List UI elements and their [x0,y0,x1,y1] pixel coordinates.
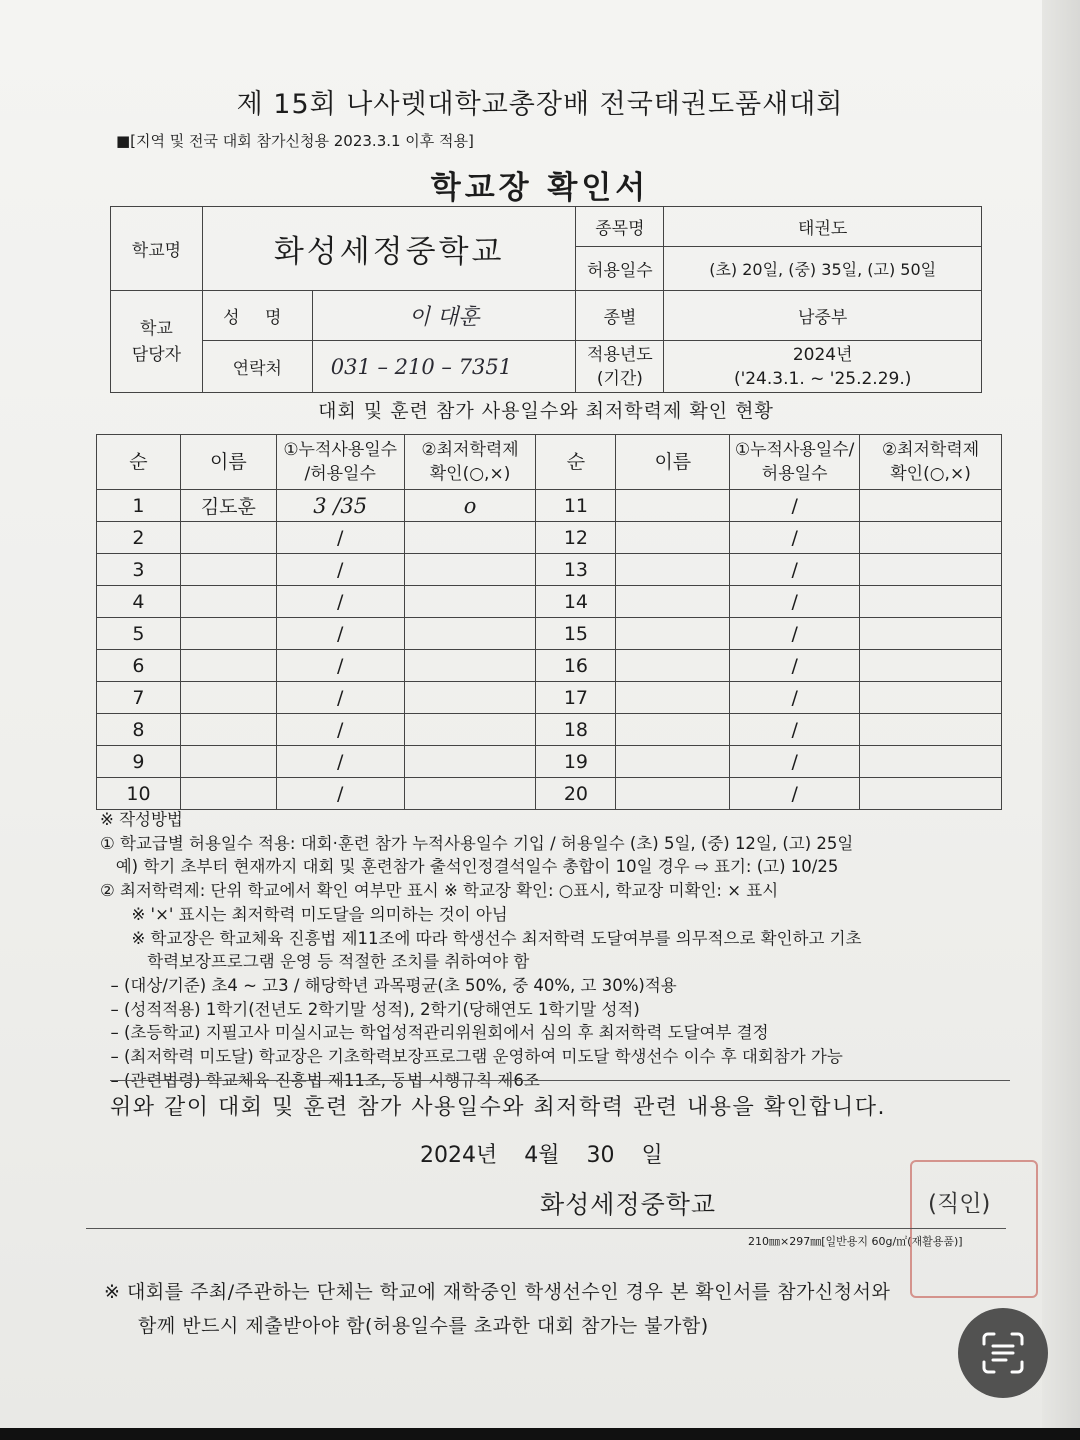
writing-instructions [100,808,1020,1092]
row-check-cell [860,682,1002,714]
year-cell [664,341,982,393]
row-order-cell: 17 [536,682,616,714]
row-order-cell: 9 [97,746,181,778]
row-order-cell: 6 [97,650,181,682]
row-check-cell [404,778,536,810]
col-header-name-2: 이름 [616,435,730,490]
row-name-cell [616,586,730,618]
contact-value: 031 – 210 – 7351 [312,341,576,393]
competition-title: 제 15회 나사렛대학교총장배 전국태권도품새대회 [236,89,844,120]
row-order-cell: 11 [536,490,616,522]
row-order-cell: 20 [536,778,616,810]
row-days-cell: / [730,650,860,682]
row-name-cell [180,522,276,554]
note-line: – (대상/기준) 초4 ~ 고3 / 해당학년 과목평균(초 50%, 중 40%, 고 30%)적용 [100,975,677,995]
row-name-cell [616,554,730,586]
row-order-cell: 4 [97,586,181,618]
screen-bottom-bar [0,1428,1080,1440]
table-row [97,778,1002,810]
year-label: 적용년도 (기간) [576,341,664,393]
note-line: – (성적적용) 1학기(전년도 2학기말 성적), 2학기(당해연도 1학기말 성적) [100,999,640,1019]
row-order-cell: 2 [97,522,181,554]
row-order-cell: 3 [97,554,181,586]
col-header-order-1: 순 [97,435,181,490]
row-days-cell: / [276,522,404,554]
row-check-cell [404,522,536,554]
allowed-days-value: (초) 20일, (중) 35일, (고) 50일 [664,247,982,291]
row-check-cell [404,554,536,586]
row-name-cell [180,650,276,682]
row-name-cell [180,714,276,746]
section-title: 대회 및 훈련 참가 사용일수와 최저학력제 확인 현황 [318,400,774,422]
school-name-value: 화성세정중학교 [202,207,576,291]
row-days-cell: / [730,746,860,778]
note-line: 예) 학기 초부터 현재까지 대회 및 훈련참가 출석인정결석일수 총합이 10일 경우 ⇨ 표기: (고) 10/25 [100,857,839,877]
submission-footnote [104,1275,890,1343]
row-days-cell: / [730,522,860,554]
issue-date: 2024년 4월 30 일 [420,1143,663,1168]
row-order-cell: 14 [536,586,616,618]
row-name-cell: 김도훈 [180,490,276,522]
row-check-cell [860,746,1002,778]
row-check-cell [404,618,536,650]
row-name-cell [180,586,276,618]
row-check-cell [860,554,1002,586]
row-days-cell: / [276,714,404,746]
col-header-days-1: ①누적사용일수 /허용일수 [276,435,404,490]
row-days-cell: / [276,586,404,618]
table-row [97,554,1002,586]
row-order-cell: 5 [97,618,181,650]
row-check-cell [404,682,536,714]
row-days-cell: / [730,586,860,618]
row-order-cell: 15 [536,618,616,650]
row-check-cell [404,714,536,746]
official-seal-stamp [910,1160,1038,1298]
row-check-cell [404,746,536,778]
row-order-cell: 10 [97,778,181,810]
seal-label: (직인) [928,1191,991,1217]
col-header-check-2: ②최저학력제 확인(○,×) [860,435,1002,490]
contact-label: 연락처 [202,341,312,393]
footnote-line-2: 함께 반드시 제출받아야 함(허용일수를 초과한 대회 참가는 불가함) [138,1315,709,1337]
row-days-cell: / [276,682,404,714]
row-check-cell [404,650,536,682]
row-order-cell: 19 [536,746,616,778]
col-header-check-1: ②최저학력제 확인(○,×) [404,435,536,490]
row-check-cell [860,778,1002,810]
row-order-cell: 16 [536,650,616,682]
division-value: 남중부 [664,291,982,341]
row-days-cell: 3 /35 [276,490,404,522]
row-check-cell [860,586,1002,618]
row-order-cell: 1 [97,490,181,522]
row-days-cell: / [730,490,860,522]
note-line: – (관련법령) 학교체육 진흥법 제11조, 동법 시행규칙 제6조 [100,1070,540,1090]
note-line: 학력보장프로그램 운영 등 적절한 조치를 취하여야 함 [100,952,530,972]
note-line: ※ 작성방법 [100,810,183,829]
table-row [97,522,1002,554]
table-row [97,586,1002,618]
period-value: ('24.3.1. ~ '25.2.29.) [733,368,912,389]
note-line: ① 학교급별 허용일수 적용: 대회·훈련 참가 누적사용일수 기입 / 허용일수 (초) 5일, (중) 12일, (고) 25일 [100,833,854,853]
text-scan-icon [980,1330,1026,1376]
row-order-cell: 8 [97,714,181,746]
year-value: 2024년 [792,344,853,365]
row-name-cell [616,778,730,810]
paper-spec: 210㎜×297㎜[일반용지 60g/㎡(재활용품)] [748,1235,963,1248]
table-row [97,746,1002,778]
table-row [97,714,1002,746]
row-days-cell: / [730,554,860,586]
note-line: – (초등학교) 지필고사 미실시교는 학업성적관리위원회에서 심의 후 최저학력 도달여부 결정 [100,1023,769,1043]
row-days-cell: / [276,746,404,778]
row-order-cell: 13 [536,554,616,586]
row-order-cell: 18 [536,714,616,746]
division-label: 종별 [576,291,664,341]
event-value: 태권도 [664,207,982,247]
row-check-cell [860,650,1002,682]
allowed-days-label: 허용일수 [576,247,664,291]
manager-label: 학교 담당자 [111,291,203,393]
row-days-cell: / [276,650,404,682]
manager-name-value: 이 대훈 [312,291,576,341]
row-name-cell [180,746,276,778]
document-title: 학교장 확인서 [430,170,650,206]
row-name-cell [616,490,730,522]
row-name-cell [180,778,276,810]
row-name-cell [616,746,730,778]
divider [110,1080,1010,1081]
row-days-cell: / [730,682,860,714]
row-check-cell [860,490,1002,522]
note-line: ② 최저학력제: 단위 학교에서 확인 여부만 표시 ※ 학교장 확인: ○표시, 학교장 미확인: × 표시 [100,881,779,901]
row-check-cell [860,522,1002,554]
row-days-cell: / [730,618,860,650]
school-info-table [110,206,982,393]
col-header-name-1: 이름 [180,435,276,490]
table-header-row [97,435,1002,490]
participation-table [96,434,1002,810]
table-row [97,490,1002,522]
row-name-cell [616,522,730,554]
row-days-cell: / [276,778,404,810]
note-line: – (최저학력 미도달) 학교장은 기초학력보장프로그램 운영하여 미도달 학생선수 이수 후 대회참가 가능 [100,1047,843,1067]
text-scan-button[interactable] [958,1308,1048,1398]
note-line: ※ 학교장은 학교체육 진흥법 제11조에 따라 학생선수 최저학력 도달여부를 의무적으로 확인하고 기초 [100,928,862,948]
row-name-cell [180,618,276,650]
row-days-cell: / [276,554,404,586]
row-name-cell [180,554,276,586]
row-check-cell [404,586,536,618]
note-line: ※ '×' 표시는 최저학력 미도달을 의미하는 것이 아님 [100,904,508,924]
divider [86,1228,1006,1229]
col-header-days-2: ①누적사용일수/ 허용일수 [730,435,860,490]
manager-name-label: 성 명 [202,291,312,341]
confirmation-statement: 위와 같이 대회 및 훈련 참가 사용일수와 최저학력 관련 내용을 확인합니다. [110,1095,886,1120]
row-order-cell: 12 [536,522,616,554]
signing-school-name: 화성세정중학교 [540,1190,717,1219]
row-name-cell [616,682,730,714]
row-name-cell [616,650,730,682]
row-days-cell: / [730,714,860,746]
table-row [97,618,1002,650]
footnote-line-1: ※ 대회를 주최/주관하는 단체는 학교에 재학중인 학생선수인 경우 본 확인서를 참가신청서와 [104,1281,891,1303]
row-name-cell [180,682,276,714]
school-name-label: 학교명 [111,207,203,291]
row-check-cell [860,618,1002,650]
table-row [97,650,1002,682]
col-header-order-2: 순 [536,435,616,490]
paper-edge [1042,0,1080,1428]
application-subtitle: ■[지역 및 전국 대회 참가신청용 2023.3.1 이후 적용] [116,132,474,150]
event-label: 종목명 [576,207,664,247]
row-days-cell: / [730,778,860,810]
table-row [97,682,1002,714]
row-check-cell: o [404,490,536,522]
row-name-cell [616,714,730,746]
row-order-cell: 7 [97,682,181,714]
row-check-cell [860,714,1002,746]
row-name-cell [616,618,730,650]
row-days-cell: / [276,618,404,650]
